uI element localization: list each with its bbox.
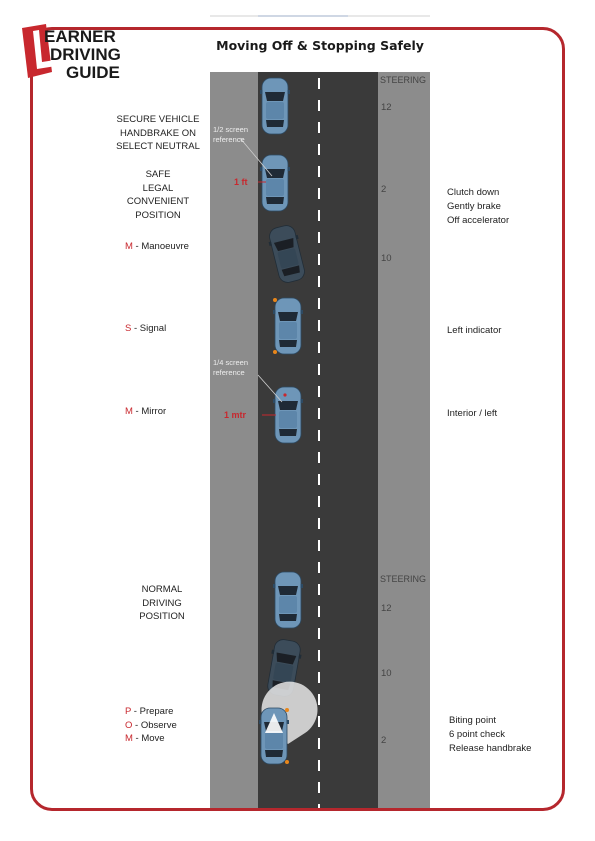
indicator-instruction: Left indicator	[447, 325, 502, 336]
one-ft-label: 1 ft	[234, 177, 248, 187]
car-mirror	[273, 387, 303, 443]
logo-line-3: GUIDE	[66, 63, 120, 80]
logo-line-2: DRIVING	[50, 45, 121, 64]
page-title: Moving Off & Stopping Safely	[216, 38, 424, 53]
top-divider	[210, 15, 430, 17]
learner-driving-guide-logo	[20, 22, 138, 80]
one-mtr-label: 1 mtr	[224, 410, 247, 420]
car-signal	[273, 298, 303, 354]
half-screen-reference: 1/2 screen reference	[213, 125, 249, 144]
steering-bottom-2: 2	[381, 735, 387, 746]
logo-line-1: EARNER	[44, 27, 116, 46]
car-normal-position	[273, 572, 303, 628]
manoeuvre-label: M - Manoeuvre	[125, 241, 189, 252]
signal-label: S - Signal	[125, 323, 167, 334]
quarter-screen-reference: 1/4 screen reference	[213, 358, 249, 377]
steering-top-2: 2	[381, 184, 387, 195]
steering-header-bottom: STEERING	[380, 574, 427, 584]
safe-position-label: SAFE LEGAL CONVENIENT POSITION	[126, 169, 190, 221]
normal-position-label: NORMAL DRIVING POSITION	[139, 584, 185, 622]
move-off-instructions: Biting point 6 point check Release handbrake	[449, 715, 532, 754]
steering-header-top: STEERING	[380, 75, 427, 85]
clutch-instructions: Clutch down Gently brake Off accelerator	[447, 187, 510, 226]
steering-bottom-10: 10	[381, 668, 392, 679]
car-parked-1	[260, 78, 290, 134]
pom-label: P - Prepare O - Observe M - Move	[125, 706, 177, 744]
steering-bottom-12: 12	[381, 603, 392, 614]
secure-vehicle-label: SECURE VEHICLE HANDBRAKE ON SELECT NEUTRAL	[116, 114, 200, 152]
steering-top-12: 12	[381, 102, 392, 113]
steering-top-10: 10	[381, 253, 392, 264]
car-parked-2	[260, 155, 290, 211]
mirror-instruction: Interior / left	[447, 408, 498, 419]
mirror-label: M - Mirror	[125, 406, 167, 417]
